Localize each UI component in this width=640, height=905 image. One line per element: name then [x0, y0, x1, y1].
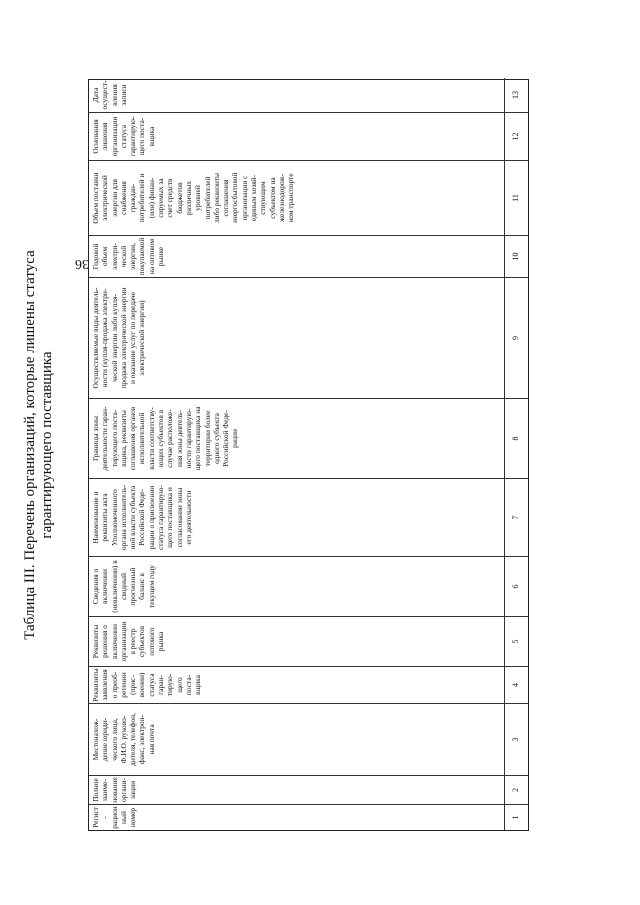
header-cell-7: Наименование и реквизиты акта Уполномоченного органа исполнитель- ной власти субъекта Российской Феде- рации о присвоении статуса гарантирую- щего поставщика и согласовании зоны его деятельности — [89, 478, 504, 556]
header-cell-10: Годовой объем электри- ческой энергии, покупаемой на оптовом рынке — [89, 235, 504, 277]
column-number-5: 5 — [504, 616, 528, 666]
header-cell-9: Осуществляемые виды деятель- ности (купля-продажа электри- ческой энергии либо купля- продажа электрической энергии и оказание услуг по передаче электрической энергии) — [89, 277, 504, 398]
header-cell-5: Реквизиты решения о включении организации в реестр субъектов оптового рынка — [89, 616, 504, 666]
column-number-13: 13 — [504, 78, 528, 112]
column-number-12: 12 — [504, 112, 528, 160]
column-number-1: 1 — [504, 804, 528, 830]
column-number-7: 7 — [504, 478, 528, 556]
column-number-8: 8 — [504, 398, 528, 478]
header-cell-13: Дата осущест- вления записи — [91, 80, 128, 110]
header-cell-12: Основания лишения организации статуса гарантирую- щего поста- вщика — [89, 112, 504, 160]
column-number-4: 4 — [504, 666, 528, 703]
header-cell-2: Полное наиме- нование органи- зации — [89, 775, 504, 804]
rotated-page — [16, 45, 556, 845]
header-cell-8: Границы зоны деятельности гаран- тирующего поста- вщика, реквизиты соглашения органов исполнительной власти соответству- ющих субъектов в случае расположе- ния зоны деятель- ности гарантирую- щего поставщика на территории более одного субъекта Российской Феде- рации — [89, 398, 504, 478]
header-cell-3: Местонахож- дение юриди- ческого лица, Ф.И.О. руково- дителя, телефон, факс, электрон- ная почта — [89, 703, 504, 775]
organizations-table — [88, 79, 529, 831]
column-number-6: 6 — [504, 556, 528, 616]
page-number: 36 — [75, 256, 89, 271]
table-title-line-2: гарантирующего поставщика — [39, 351, 55, 539]
table-title — [22, 45, 56, 845]
column-number-10: 10 — [504, 235, 528, 277]
header-cell-4: Реквизиты заявления о преоб- ретении (прис- воении) статуса гаран- тирую- щего поста- вщика — [89, 666, 504, 703]
column-number-9: 9 — [504, 277, 528, 398]
header-cell-11: Объем поставки электрической энергии для снабжения граждан- потребителей и (или) финан- сируемых за счет средств бюджетов различных уровней потребителей либо реквизиты соглашения энергосбытовой организации с единым хозяй- ствующим субъектом на железнодорож- ном транспорте — [89, 160, 504, 235]
table-title-line-1: Таблица III. Перечень организаций, которые лишены статуса — [22, 250, 38, 640]
header-cell-6: Сведения о включении (невключении) в сводный прогнозный баланс в текущем году — [89, 556, 504, 616]
header-cell-1: Регист- рацион ный номер — [89, 804, 504, 830]
column-number-11: 11 — [504, 160, 528, 235]
column-number-3: 3 — [504, 703, 528, 775]
column-number-2: 2 — [504, 775, 528, 804]
